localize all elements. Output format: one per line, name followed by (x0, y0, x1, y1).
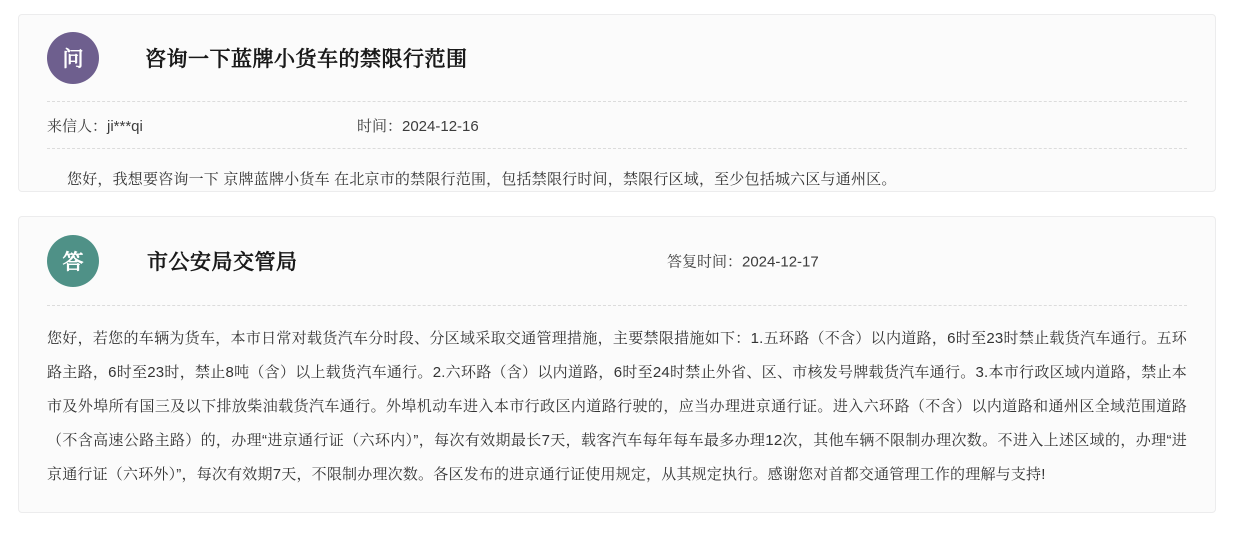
answer-body: 您好，若您的车辆为货车，本市日常对载货汽车分时段、分区域采取交通管理措施，主要禁限措施如下：1.五环路（不含）以内道路，6时至23时禁止载货汽车通行。五环路主路，6时至23时，禁止8吨（含）以上载货汽车通行。2.六环路（含）以内道路，6时至24时禁止外省、区、市核发号牌载货汽车通行。3.本市行政区域内道路，禁止本市及外埠所有国三及以下排放柴油载货汽车通行。外埠机动车进入本市行政区内道路行驶的，应当办理进京通行证。进入六环路（不含）以内道路和通州区全域范围道路（不含高速公路主路）的，办理“进京通行证（六环内）”，每次有效期最长7天，载客汽车每年每车最多办理12次，其他车辆不限制办理次数。不进入上述区域的，办理“进京通行证（六环外）”，每次有效期7天，不限制办理次数。各区发布的进京通行证使用规定，从其规定执行。感谢您对首都交通管理工作的理解与支持! (47, 330, 1187, 483)
question-title: 咨询一下蓝牌小货车的禁限行范围 (145, 48, 468, 71)
answer-reply-time: 答复时间：2024-12-17 (667, 253, 819, 271)
question-sender: 来信人：ji***qi (47, 117, 143, 135)
question-badge-icon: 问 (47, 32, 99, 84)
question-body: 您好，我想要咨询一下 京牌蓝牌小货车 在北京市的禁限行范围，包括禁限行时间，禁限行区域，至少包括城六区与通州区。 (67, 171, 897, 188)
question-header (47, 15, 1187, 101)
question-meta (47, 101, 1187, 149)
answer-card (18, 216, 1216, 513)
question-time: 时间：2024-12-16 (357, 117, 479, 135)
question-card (18, 14, 1216, 192)
answer-badge-icon: 答 (47, 235, 99, 287)
answer-header (47, 217, 1187, 305)
answer-department: 市公安局交管局 (147, 251, 298, 274)
